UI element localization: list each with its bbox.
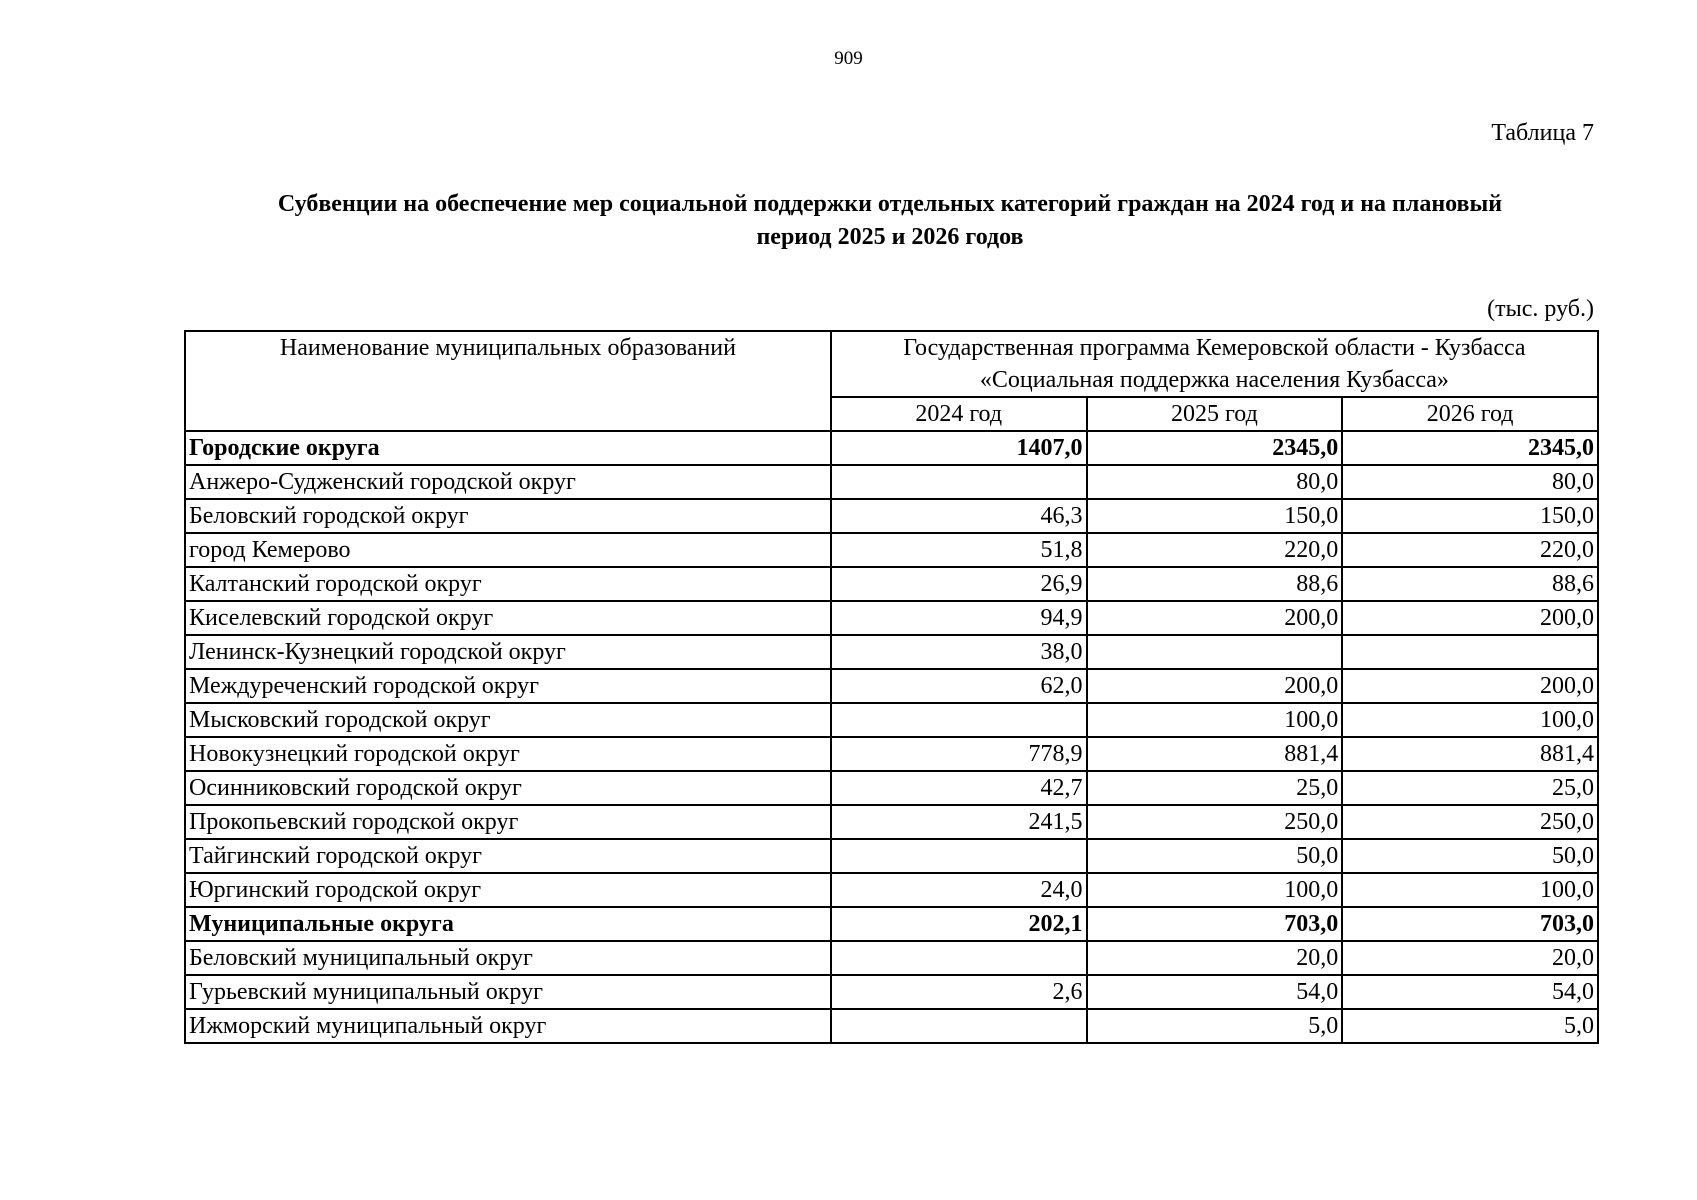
municipality-name-cell: город Кемерово (185, 533, 831, 567)
value-2026-cell: 2345,0 (1342, 431, 1598, 465)
municipality-name-cell: Новокузнецкий городской округ (185, 737, 831, 771)
table-row (185, 669, 1598, 703)
value-2025-cell: 881,4 (1087, 737, 1343, 771)
value-2024-cell: 62,0 (831, 669, 1087, 703)
table-row (185, 941, 1598, 975)
header-program-line-1: Государственная программа Кемеровской области - Кузбасса (903, 335, 1526, 361)
table-row (185, 499, 1598, 533)
value-2024-cell: 46,3 (831, 499, 1087, 533)
header-municipality-name: Наименование муниципальных образований (185, 331, 831, 431)
table-row (185, 873, 1598, 907)
municipality-name-cell: Юргинский городской округ (185, 873, 831, 907)
value-2025-cell: 200,0 (1087, 669, 1343, 703)
value-2025-cell: 20,0 (1087, 941, 1343, 975)
municipality-name-cell: Беловский муниципальный округ (185, 941, 831, 975)
table-row (185, 703, 1598, 737)
value-2026-cell: 150,0 (1342, 499, 1598, 533)
value-2026-cell (1342, 635, 1598, 669)
table-row (185, 737, 1598, 771)
value-2025-cell: 250,0 (1087, 805, 1343, 839)
table-row (185, 431, 1598, 465)
table-row (185, 975, 1598, 1009)
value-2025-cell: 100,0 (1087, 873, 1343, 907)
value-2026-cell: 5,0 (1342, 1009, 1598, 1043)
value-2026-cell: 881,4 (1342, 737, 1598, 771)
table-row (185, 465, 1598, 499)
value-2025-cell: 200,0 (1087, 601, 1343, 635)
value-2024-cell: 24,0 (831, 873, 1087, 907)
header-program-line-2: «Социальная поддержка населения Кузбасса» (979, 367, 1449, 393)
table-row (185, 771, 1598, 805)
municipality-name-cell: Тайгинский городской округ (185, 839, 831, 873)
value-2026-cell: 80,0 (1342, 465, 1598, 499)
municipality-name-cell: Муниципальные округа (185, 907, 831, 941)
page-number: 909 (834, 48, 863, 69)
value-2024-cell: 26,9 (831, 567, 1087, 601)
municipality-name-cell: Междуреченский городской округ (185, 669, 831, 703)
value-2026-cell: 220,0 (1342, 533, 1598, 567)
value-2025-cell: 50,0 (1087, 839, 1343, 873)
table-row (185, 635, 1598, 669)
value-2025-cell: 220,0 (1087, 533, 1343, 567)
value-2024-cell (831, 839, 1087, 873)
value-2025-cell: 5,0 (1087, 1009, 1343, 1043)
value-2024-cell: 42,7 (831, 771, 1087, 805)
municipality-name-cell: Киселевский городской округ (185, 601, 831, 635)
value-2024-cell: 51,8 (831, 533, 1087, 567)
table-row (185, 567, 1598, 601)
value-2024-cell: 241,5 (831, 805, 1087, 839)
value-2024-cell: 778,9 (831, 737, 1087, 771)
value-2025-cell: 703,0 (1087, 907, 1343, 941)
table-row (185, 601, 1598, 635)
header-year-2024: 2024 год (831, 397, 1087, 431)
value-2026-cell: 250,0 (1342, 805, 1598, 839)
header-program (831, 331, 1598, 397)
subsidies-table (184, 330, 1599, 1044)
value-2026-cell: 20,0 (1342, 941, 1598, 975)
municipality-name-cell: Гурьевский муниципальный округ (185, 975, 831, 1009)
header-year-2025: 2025 год (1087, 397, 1343, 431)
table-body (185, 431, 1598, 1043)
title-line-2: период 2025 и 2026 годов (756, 224, 1024, 250)
header-year-2026: 2026 год (1342, 397, 1598, 431)
value-2025-cell: 54,0 (1087, 975, 1343, 1009)
value-2026-cell: 50,0 (1342, 839, 1598, 873)
document-title (180, 188, 1600, 254)
value-2025-cell: 88,6 (1087, 567, 1343, 601)
value-2024-cell: 2,6 (831, 975, 1087, 1009)
value-2025-cell: 2345,0 (1087, 431, 1343, 465)
value-2024-cell: 202,1 (831, 907, 1087, 941)
value-2025-cell: 100,0 (1087, 703, 1343, 737)
value-2026-cell: 100,0 (1342, 873, 1598, 907)
value-2025-cell: 25,0 (1087, 771, 1343, 805)
municipality-name-cell: Осинниковский городской округ (185, 771, 831, 805)
units-label: (тыс. руб.) (1487, 296, 1594, 322)
table-row (185, 907, 1598, 941)
value-2026-cell: 200,0 (1342, 601, 1598, 635)
value-2024-cell: 1407,0 (831, 431, 1087, 465)
value-2025-cell: 80,0 (1087, 465, 1343, 499)
value-2026-cell: 88,6 (1342, 567, 1598, 601)
value-2026-cell: 25,0 (1342, 771, 1598, 805)
table-row (185, 839, 1598, 873)
municipality-name-cell: Прокопьевский городской округ (185, 805, 831, 839)
municipality-name-cell: Городские округа (185, 431, 831, 465)
value-2026-cell: 200,0 (1342, 669, 1598, 703)
value-2025-cell (1087, 635, 1343, 669)
value-2026-cell: 703,0 (1342, 907, 1598, 941)
title-line-1: Субвенции на обеспечение мер социальной поддержки отдельных категорий граждан на 2024 год и на плановый (277, 191, 1503, 217)
municipality-name-cell: Анжеро-Судженский городской округ (185, 465, 831, 499)
value-2024-cell (831, 465, 1087, 499)
header-row-1 (185, 331, 1598, 397)
value-2025-cell: 150,0 (1087, 499, 1343, 533)
municipality-name-cell: Ижморский муниципальный округ (185, 1009, 831, 1043)
municipality-name-cell: Ленинск-Кузнецкий городской округ (185, 635, 831, 669)
value-2026-cell: 54,0 (1342, 975, 1598, 1009)
value-2024-cell (831, 1009, 1087, 1043)
table-row (185, 533, 1598, 567)
municipality-name-cell: Мысковский городской округ (185, 703, 831, 737)
value-2024-cell (831, 703, 1087, 737)
municipality-name-cell: Беловский городской округ (185, 499, 831, 533)
value-2024-cell (831, 941, 1087, 975)
value-2026-cell: 100,0 (1342, 703, 1598, 737)
value-2024-cell: 94,9 (831, 601, 1087, 635)
municipality-name-cell: Калтанский городской округ (185, 567, 831, 601)
table-row (185, 1009, 1598, 1043)
table-label: Таблица 7 (1491, 120, 1594, 146)
table-row (185, 805, 1598, 839)
value-2024-cell: 38,0 (831, 635, 1087, 669)
